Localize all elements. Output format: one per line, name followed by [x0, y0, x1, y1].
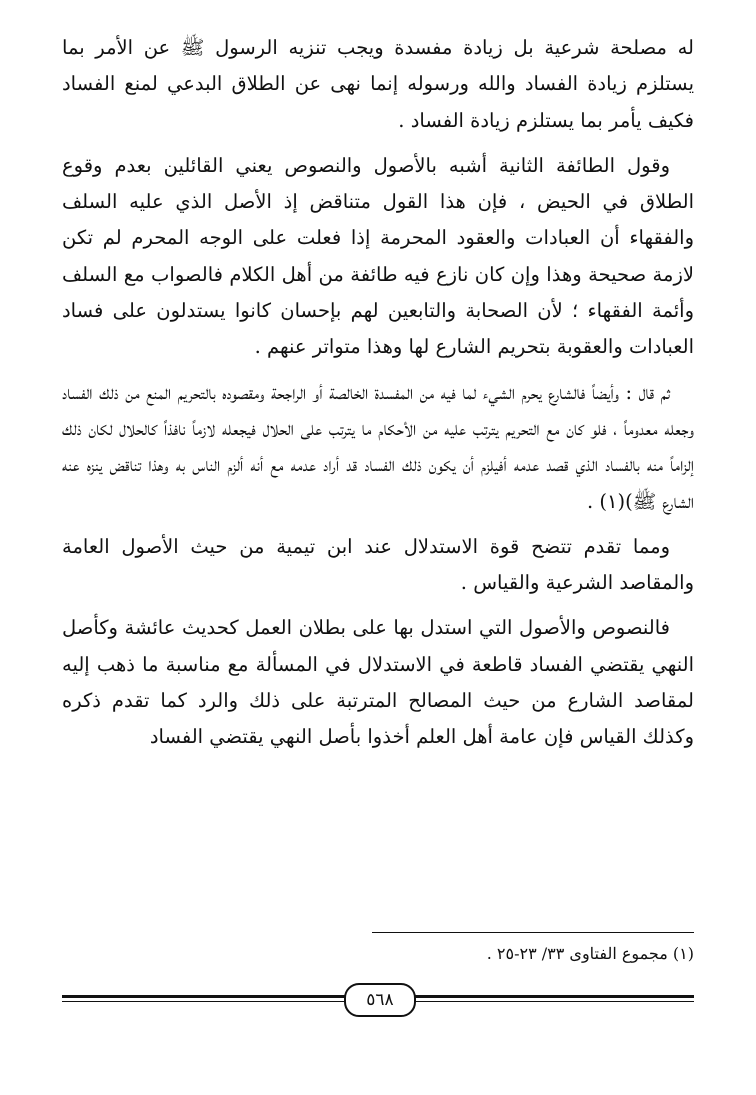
paragraph-1: له مصلحة شرعية بل زيادة مفسدة ويجب تنزيه الرسول ﷺ عن الأمر بما يستلزم زيادة الفساد والله ورسوله إنما نهى عن الطلاق البدعي لمنع الفساد فكيف يأمر بما يستلزم زيادة الفساد . [62, 36, 694, 132]
main-text [62, 30, 694, 756]
footnote: (١) مجموع الفتاوى ٣٣/ ٢٣-٢٥ . [486, 944, 694, 963]
page-footer [62, 983, 694, 1023]
paragraph-5: فالنصوص والأصول التي استدل بها على بطلان العمل كحديث عائشة وكأصل النهي يقتضي الفساد قاطعة في الاستدلال في المسألة مع مناسبة ما ذهب إليه لمقاصد الشارع من حيث المصالح المترتبة على ذلك والرد كما تقدم ذكره وكذلك القياس فإن عامة أهل العلم أخذوا بأصل النهي يقتضي الفساد [62, 616, 694, 749]
page-number: ٥٦٨ [344, 983, 416, 1017]
paragraph-4: ومما تقدم تتضح قوة الاستدلال عند ابن تيمية من حيث الأصول العامة والمقاصد الشرعية والقياس . [62, 534, 694, 595]
footnote-divider [372, 932, 694, 933]
paragraph-2: وقول الطائفة الثانية أشبه بالأصول والنصوص يعني القائلين بعدم وقوع الطلاق في الحيض ، فإن هذا القول متناقض إذ الأصل الذي عليه السلف والفقهاء أن العبادات والعقود المحرمة إذا فعلت على الوجه المحرم لم تكن لازمة صحيحة وهذا وإن كان نازع فيه طائفة من أهل الكلام فالصواب مع السلف وأئمة الفقهاء ؛ لأن الصحابة والتابعين لهم بإحسان كانوا يستدلون على فساد العبادات والعقوبة بتحريم الشارع لها وهذا متواتر عنهم . [62, 153, 694, 359]
paragraph-3: ثم قال : وأيضاً فالشارع يحرم الشيء لما فيه من المفسدة الخالصة أو الراجحة ومقصوده بالتحريم المنع من ذلك الفساد وجعله معدوماً ، فلو كان مع التحريم يترتب عليه من الأحكام ما يترتب على الحلال فيجعله لازماً نافذاً كالحلال لكان ذلك إلزاماً منه بالفساد الذي قصد عدمه أفيلزم أن يكون ذلك الفساد قد أراد عدمه مع أنه ألزم الناس به وهذا تناقض ينزه عنه الشارع ﷺ)(١) . [62, 380, 694, 513]
